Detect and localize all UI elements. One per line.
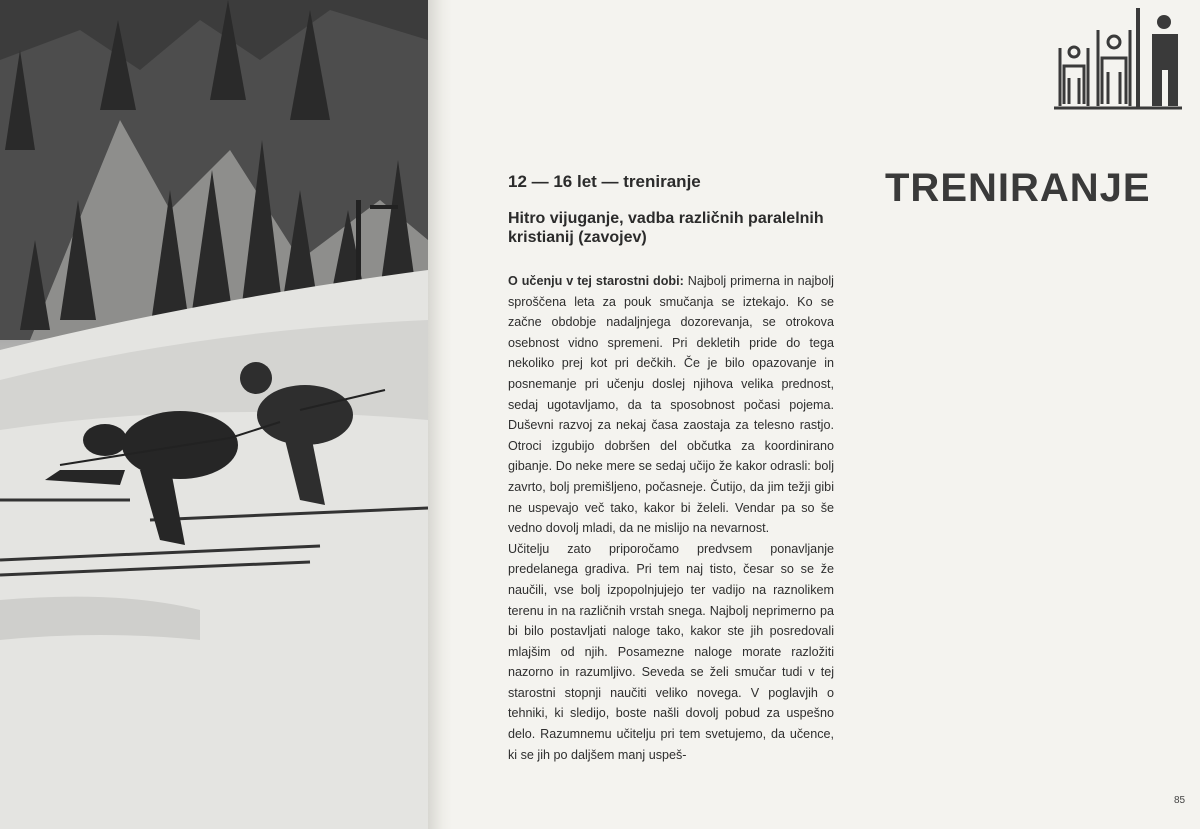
- paragraph-2: Učitelju zato priporočamo predvsem ponavljanje predelanega gradiva. Pri tem naj tisto, česar so se že naučili, vse bolj izpopolnjujejo ter vadijo na raznolikem terenu in na različnih vrstah snega. Najbolj neprimerno pa bi bilo postavljati naloge tako, kakor ste jih posredovali mlajšim od njih. Posamezne naloge morate razložiti nazorno in razumljivo. Seveda se želi smučar tudi v tej starostni stopnji naučiti veliko novega. V poglavjih o tehniki, ki sledijo, boste našli dovolj pobud za uspešno delo. Razumnemu učitelju pri tem svetujemo, da učence, ki se jih po daljšem manj uspeš-: [508, 541, 834, 762]
- paragraph-1: [508, 271, 834, 539]
- book-spine: [428, 0, 452, 829]
- skier-family-icon: [1052, 8, 1184, 112]
- skiing-photo: [0, 0, 428, 829]
- photo-illustration: [0, 0, 428, 829]
- section-heading: 12 — 16 let — treniranje: [508, 172, 701, 191]
- page-number: 85: [1174, 795, 1186, 806]
- lead-label: O učenju v tej starostni dobi:: [508, 274, 684, 288]
- chapter-title: TRENIRANJE: [885, 166, 1151, 210]
- body-text: [508, 271, 834, 765]
- subheading: Hitro vijuganje, vadba različnih paralelnih kristianij (zavojev): [508, 210, 824, 246]
- paragraph-1-text: Najbolj primerna in najbolj sproščena leta za pouk smučanja se iztekajo. Ko se začne obdobje nadaljnjega dozorevanja, se otrokova osebnost vidno spremeni. Pri dekletih pride do tega nekoliko prej kot pri dečkih. Če je bilo opazovanje in posnemanje pri učenju doslej njihova velika prednost, sedaj ugotavljamo, da ta sposobnost počasi pojema. Duševni razvoj za nekaj časa zaostaja za telesno rastjo. Otroci izgubijo dobršen del občutka za koordinirano gibanje. Do neke mere se sedaj učijo že kakor odrasli: bolj zavrto, bolj premišljeno, počasneje. Čutijo, da jim težji gibi ne uspevajo več tako, kakor bi želeli. Vendar pa so še vedno dovolj mladi, da ne mislijo na nevarnost.: [508, 274, 834, 536]
